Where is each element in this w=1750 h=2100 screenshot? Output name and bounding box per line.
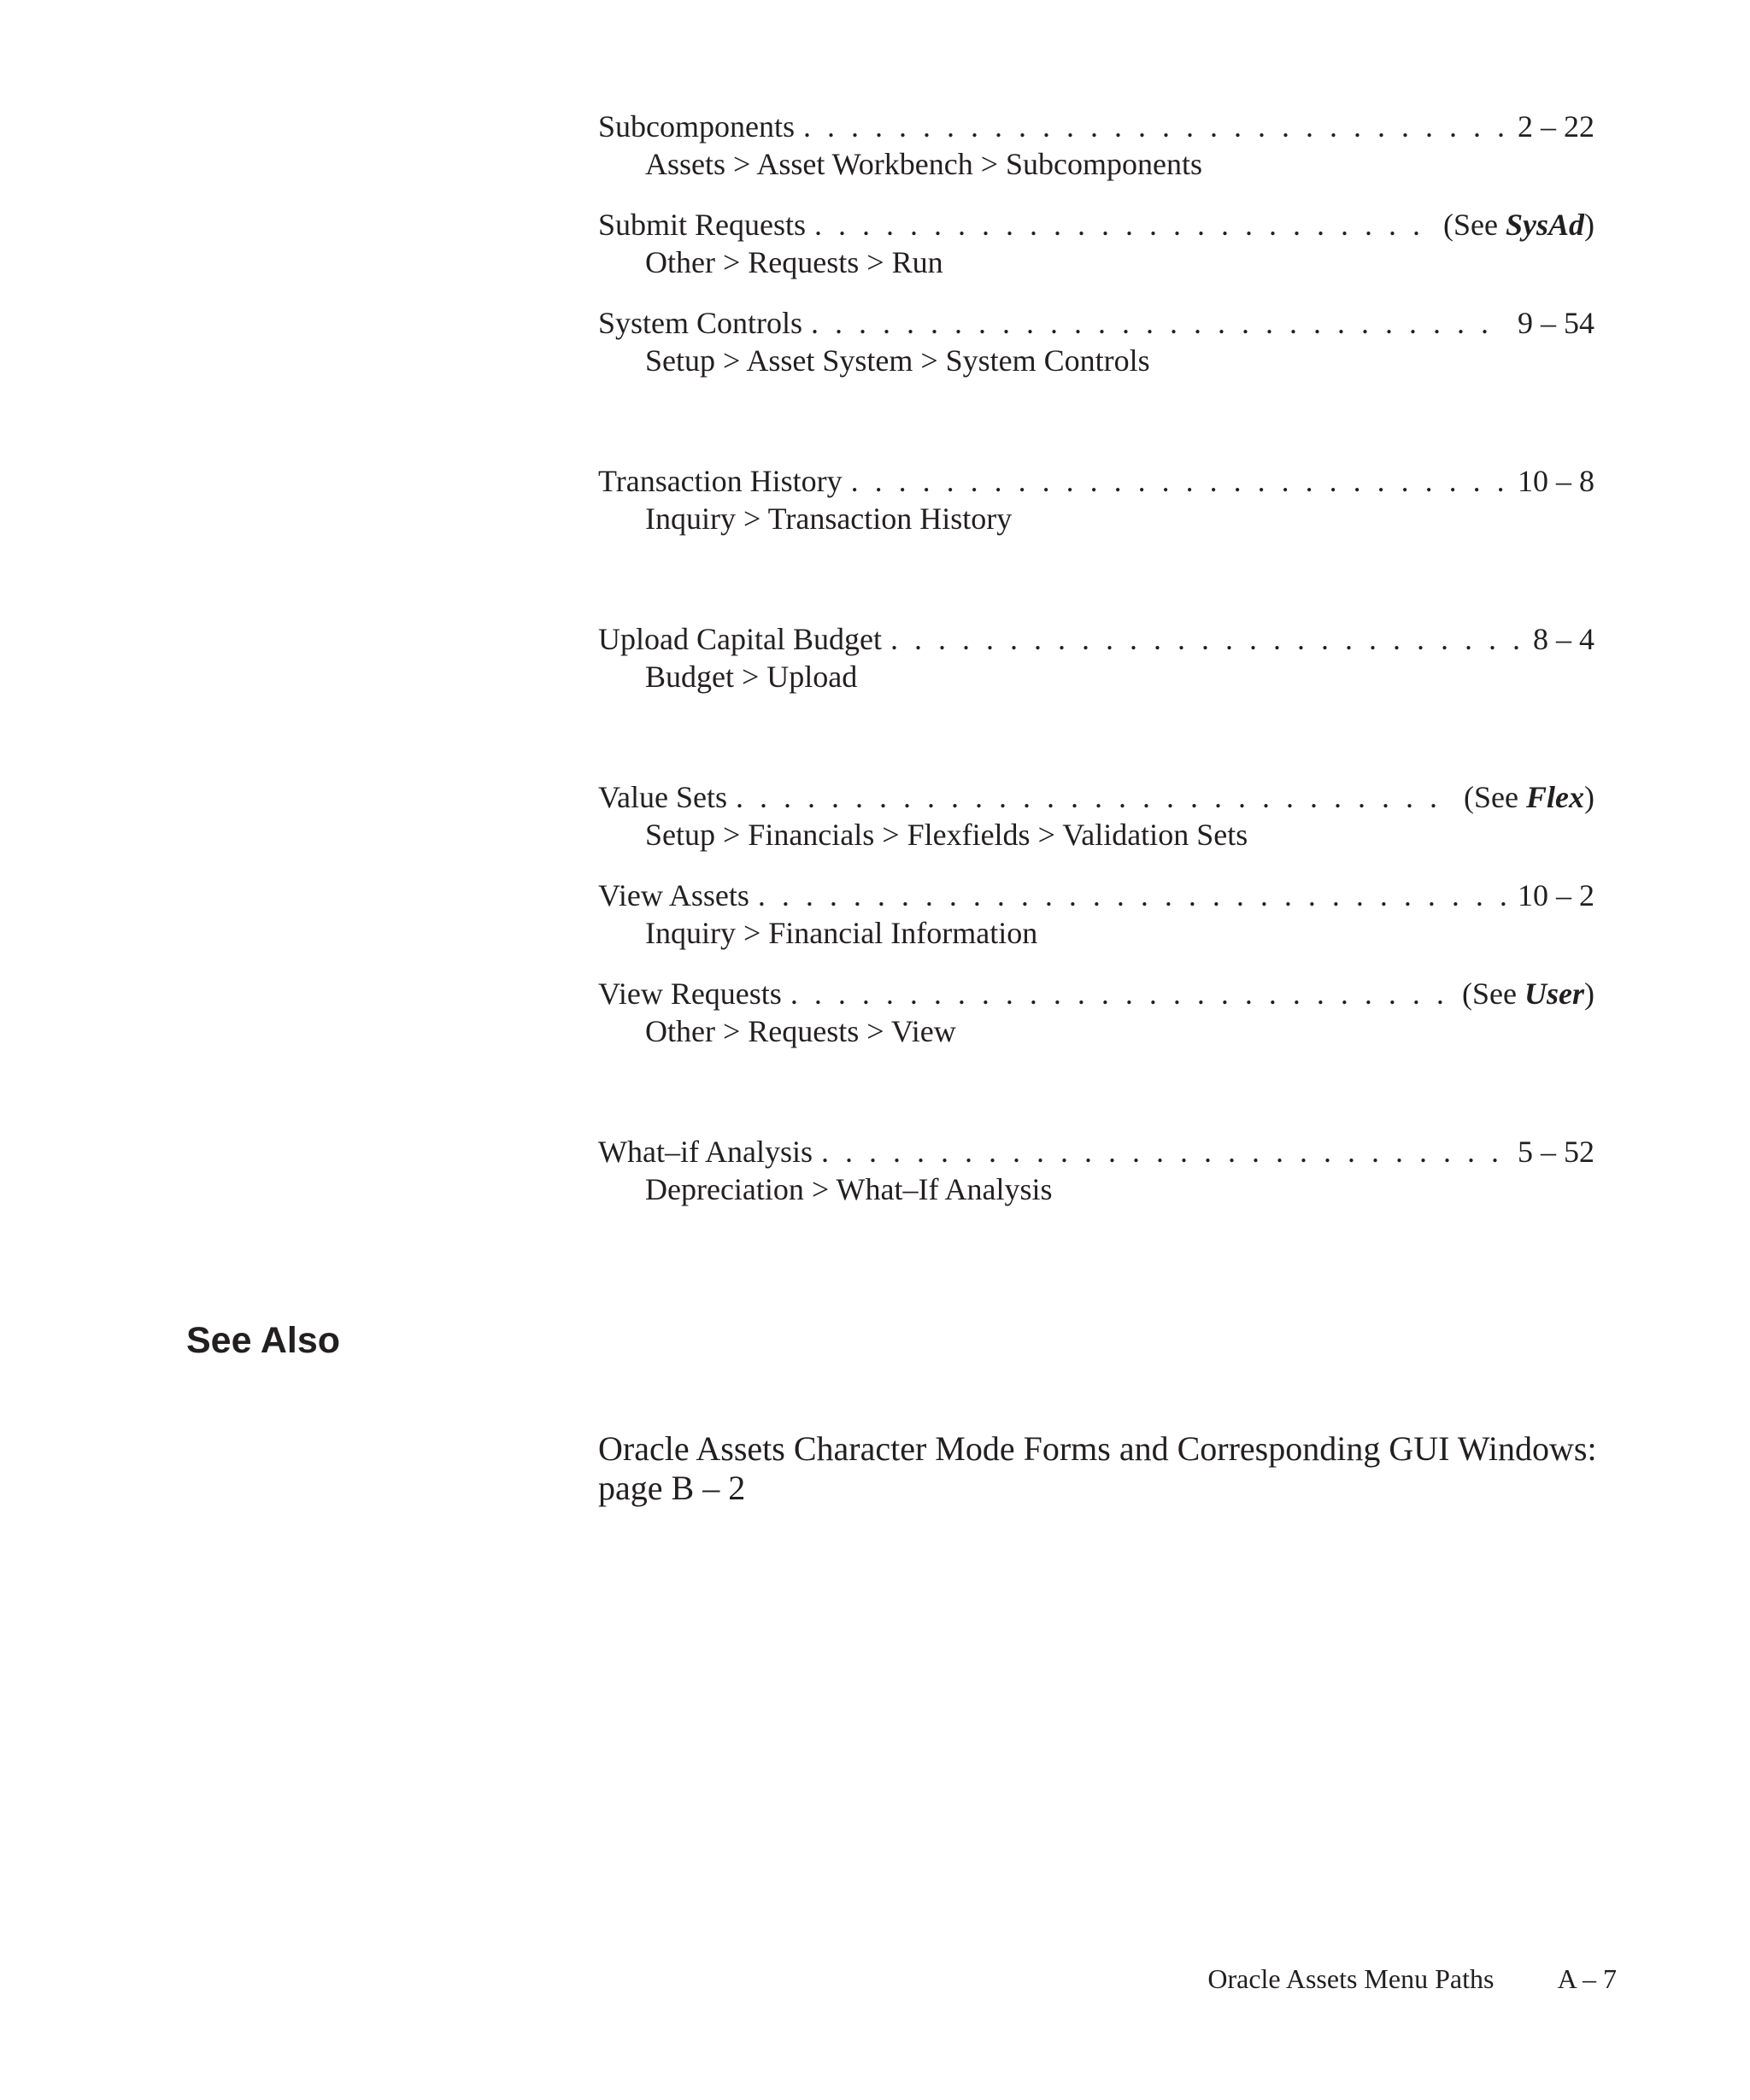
entry-label: Subcomponents [598, 109, 795, 144]
see-also-heading: See Also [186, 1320, 341, 1361]
menu-path: Depreciation > What–If Analysis [645, 1172, 1053, 1206]
see-also-link[interactable]: Oracle Assets Character Mode Forms and Corresponding GUI Windows: page B – 2 [598, 1429, 1597, 1507]
menu-path-index [598, 108, 1594, 1208]
dot-leader [890, 620, 1521, 658]
entry-label: What–if Analysis [598, 1135, 813, 1169]
menu-path: Inquiry > Financial Information [645, 916, 1038, 950]
index-entry-what-if-analysis [598, 1133, 1594, 1208]
entry-label: System Controls [598, 306, 803, 340]
index-entry-transaction-history [598, 462, 1594, 537]
entry-label: View Requests [598, 977, 782, 1011]
entry-row [598, 462, 1594, 500]
page-reference: 9 – 54 [1518, 306, 1594, 340]
page-reference: 5 – 52 [1518, 1135, 1594, 1169]
book-reference: (See Flex) [1464, 780, 1594, 814]
entry-row [598, 206, 1594, 243]
page-reference: 10 – 2 [1518, 878, 1594, 912]
book-name: User [1524, 977, 1584, 1011]
index-entry-submit-requests [598, 206, 1594, 281]
dot-leader [814, 206, 1431, 243]
dot-leader [803, 108, 1506, 145]
entry-row [598, 1133, 1594, 1170]
entry-row [598, 304, 1594, 342]
menu-path: Assets > Asset Workbench > Subcomponents [645, 147, 1203, 181]
page-footer [1207, 1962, 1617, 1996]
dot-leader [811, 304, 1506, 342]
book-name: Flex [1526, 780, 1584, 814]
menu-path: Setup > Financials > Flexfields > Validation Sets [645, 818, 1248, 852]
book-name: SysAd [1505, 208, 1584, 242]
index-entry-subcomponents [598, 108, 1594, 183]
entry-row [598, 108, 1594, 145]
page-reference: 8 – 4 [1533, 622, 1594, 656]
menu-path: Budget > Upload [645, 660, 858, 694]
index-entry-upload-capital-budget [598, 620, 1594, 695]
index-entry-view-assets [598, 877, 1594, 952]
page-reference: 2 – 22 [1518, 109, 1594, 144]
entry-row [598, 975, 1594, 1012]
dot-leader [736, 778, 1452, 816]
dot-leader [821, 1133, 1506, 1170]
entry-label: Submit Requests [598, 208, 807, 242]
book-reference: (See SysAd) [1443, 208, 1594, 242]
entry-row [598, 620, 1594, 658]
entry-row [598, 877, 1594, 914]
page-number: A – 7 [1557, 1963, 1617, 1994]
menu-path: Other > Requests > View [645, 1014, 956, 1048]
footer-title: Oracle Assets Menu Paths [1207, 1963, 1495, 1994]
menu-path: Other > Requests > Run [645, 245, 943, 279]
page-reference: 10 – 8 [1518, 464, 1594, 498]
index-entry-view-requests [598, 975, 1594, 1050]
dot-leader [790, 975, 1450, 1012]
menu-path: Inquiry > Transaction History [645, 502, 1013, 536]
menu-path: Setup > Asset System > System Controls [645, 343, 1150, 378]
dot-leader [851, 462, 1506, 500]
entry-label: Value Sets [598, 780, 727, 814]
index-entry-system-controls [598, 304, 1594, 379]
entry-label: Upload Capital Budget [598, 622, 882, 656]
entry-row [598, 778, 1594, 816]
entry-label: View Assets [598, 878, 749, 912]
index-entry-value-sets [598, 778, 1594, 853]
entry-label: Transaction History [598, 464, 843, 498]
book-reference: (See User) [1462, 977, 1594, 1011]
dot-leader [758, 877, 1506, 914]
